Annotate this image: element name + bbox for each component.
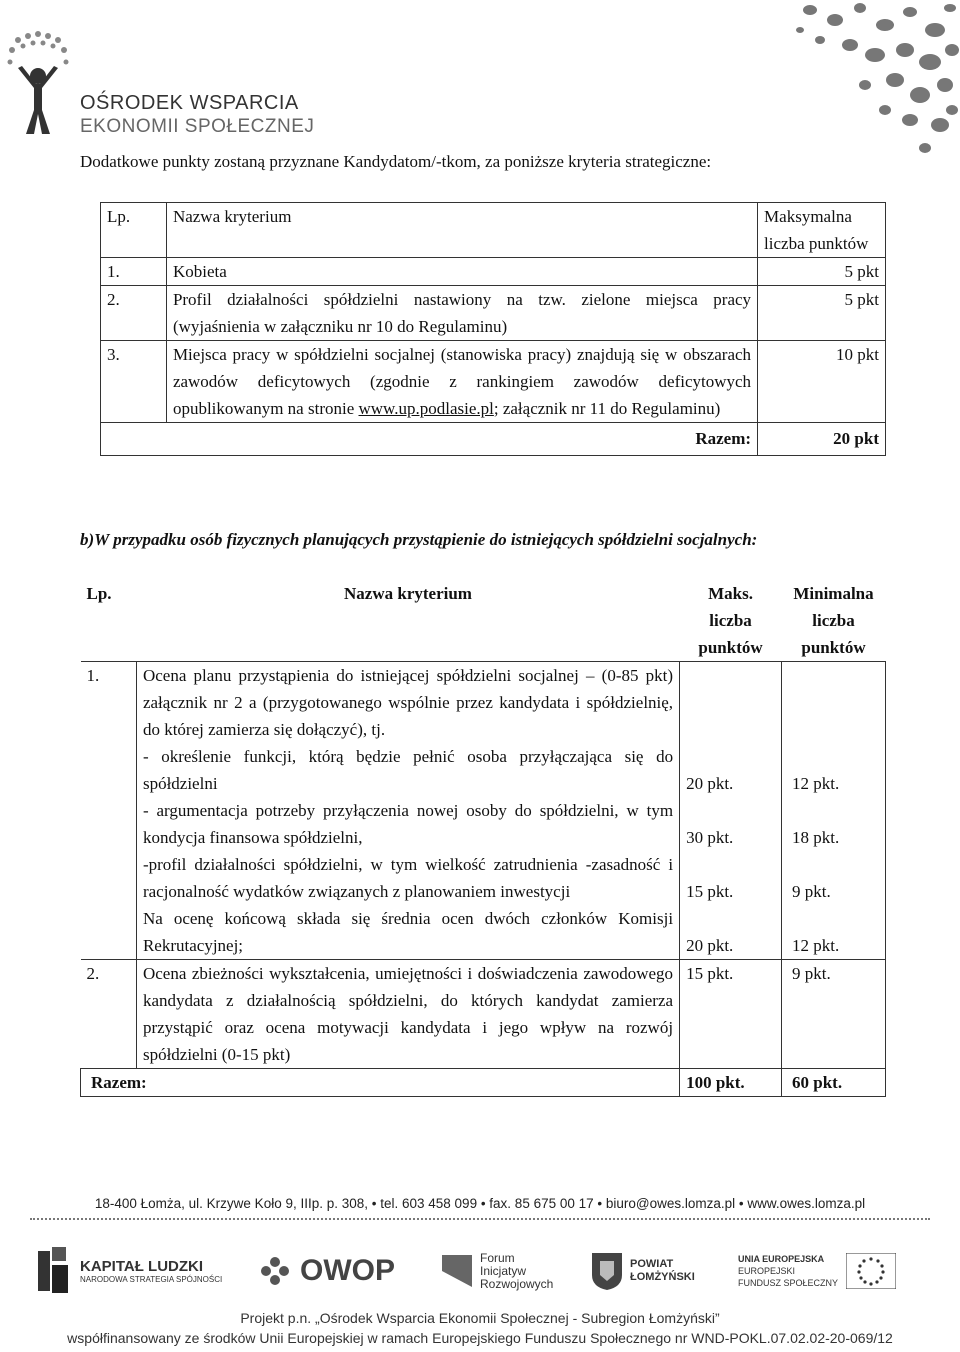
owes-logo-icon [4,30,79,140]
coat-of-arms-icon [590,1251,624,1291]
decorative-dots-icon [660,0,960,160]
row-min-points: 9 pkt. [782,960,886,1069]
total-label: Razem: [101,423,758,456]
owop-icon [258,1254,292,1288]
row-lp: 2. [81,960,137,1069]
org-name-line1: OŚRODEK WSPARCIA [80,92,299,114]
owop-logo [258,1236,395,1306]
max-value: 15 pkt. [686,882,734,901]
max-value: 20 pkt. [686,936,734,955]
header-lp: Lp. [86,584,112,603]
total-label: Razem: [81,1069,680,1097]
header-name: Nazwa kryterium [166,203,757,258]
list-item: - argumentacja potrzeby przyłączenia nowej osoby do spółdzielni, w tym kondycja finansowa spółdzielni, [142,801,674,847]
row-lp: 3. [101,341,167,423]
table-row [81,662,886,960]
table-total-row [81,1069,886,1097]
section-b-heading: b)W przypadku osób fizycznych planujących przystąpienie do istniejących spółdzielni socjalnych: [80,530,758,549]
intro-text: Dodatkowe punkty zostaną przyznane Kandydatom/-tkom, za poniższe kryteria strategiczne: [80,152,712,171]
row-points: 5 pkt [758,286,886,341]
forum-line2: Inicjatyw [480,1263,527,1278]
header-lp: Lp. [101,203,167,258]
header-max: Maks. liczba punktów [698,584,763,657]
row-name: Profil działalności spółdzielni nastawiony na tzw. zielone miejsca pracy (wyjaśnienia w załączniku nr 10 do Regulaminu) [166,286,757,341]
min-value: 9 pkt. [792,882,831,901]
min-value: 18 pkt. [792,828,840,847]
table-total-row [101,423,886,456]
forum-line3: Rozwojowych [480,1276,554,1291]
max-value: 30 pkt. [686,828,734,847]
header-min: Minimalna liczba punktów [793,584,874,657]
page-header [0,0,960,150]
table-row [101,286,886,341]
row-name [136,662,679,960]
powiat-line2: ŁOMŻYŃSKI [630,1271,695,1283]
row-max-points [680,662,782,960]
project-line1: Projekt p.n. „Ośrodek Wsparcia Ekonomii Społecznej - Subregion Łomżyński” [240,1310,720,1326]
project-line2: współfinansowany ze środków Unii Europejskiej w ramach Europejskiego Funduszu Społecznego nr WND-POKL.07.02.02-20-069/12 [67,1330,893,1346]
kapital-ludzki-logo [36,1236,222,1306]
forum-logo [440,1236,553,1306]
row-points: 5 pkt [758,258,886,286]
table-header-row [101,203,886,258]
list-item: Na ocenę końcową składa się średnia ocen dwóch członków Komisji Rekrutacyjnej; [142,909,674,955]
website-link[interactable]: www.up.podlasie.pl [358,399,494,418]
total-min: 60 pkt. [782,1069,886,1097]
eu-logo [738,1236,896,1306]
powiat-line1: POWIAT [630,1258,674,1270]
row-name-part-b: ; załącznik nr 11 do Regulaminu) [493,399,721,418]
forum-icon [440,1251,474,1291]
total-max: 100 pkt. [680,1069,782,1097]
contact-line: 18-400 Łomża, ul. Krzywe Koło 9, IIIp. p. 308, • tel. 603 458 099 • fax. 85 675 00 17 • biuro@owes.lomza.pl • www.owes.lomza.pl [94,1196,866,1211]
eu-line2: EUROPEJSKI [738,1266,796,1276]
total-value: 20 pkt [758,423,886,456]
partner-logos [0,1236,960,1306]
row-name: Kobieta [166,258,757,286]
row-lp: 1. [81,662,137,960]
row-points: 10 pkt [758,341,886,423]
eu-flag-icon [846,1253,896,1289]
footer-divider [30,1218,930,1220]
kl-title: KAPITAŁ LUDZKI [80,1258,204,1275]
criteria-table-b [80,580,886,1097]
row-lp: 1. [101,258,167,286]
header-max: Maksymalna liczba punktów [758,203,886,258]
table-header-row [81,580,886,662]
row-intro: Ocena planu przystąpienia do istniejącej spółdzielni socjalnej – (0-85 pkt) załącznik nr 2 a (przygotowanego wspólnie przez kandydata i spółdzielnię, do której zamierza się dołączyć), tj. [142,666,674,739]
row-lp: 2. [101,286,167,341]
table-row [81,960,886,1069]
eu-line1: UNIA EUROPEJSKA [738,1254,825,1264]
min-value: 12 pkt. [792,936,840,955]
list-item: -profil działalności spółdzielni, w tym wielkość zatrudnienia -zasadność i racjonalność wydatków związanych z planowaniem inwestycji [142,855,674,901]
row-min-points [782,662,886,960]
powiat-logo [590,1236,695,1306]
list-item: - określenie funkcji, którą będzie pełnić osoba przyłączająca się do spółdzielni [142,747,674,793]
max-value: 20 pkt. [686,774,734,793]
criteria-table-a [100,202,886,456]
project-info [0,1308,960,1348]
min-value: 12 pkt. [792,774,840,793]
row-name [166,341,757,423]
org-name-line2: EKONOMII SPOŁECZNEJ [80,116,315,137]
kl-subtitle: NARODOWA STRATEGIA SPÓJNOŚCI [80,1275,223,1284]
row-max-points: 15 pkt. [680,960,782,1069]
row-name: Ocena zbieżności wykształcenia, umiejętności i doświadczenia zawodowego kandydata z działalnością spółdzielni, do których kandydat zamierza przystąpić oraz ocena motywacji kandydata i jego wpływ na rozwój spółdzielni (0-15 pkt) [136,960,679,1069]
header-name: Nazwa kryterium [344,584,472,603]
table-row [101,341,886,423]
table-row [101,258,886,286]
kapital-ludzki-icon [36,1245,72,1297]
owop-text: OWOP [300,1254,395,1287]
eu-line3: FUNDUSZ SPOŁECZNY [738,1278,839,1288]
row-name-part-a: Miejsca pracy w spółdzielni socjalnej (stanowiska pracy) znajdują się w obszarach zawodów deficytowych (zgodnie z rankingiem zawodów deficytowych opublikowanym na stronie [172,345,752,418]
forum-line1: Forum [480,1250,515,1265]
